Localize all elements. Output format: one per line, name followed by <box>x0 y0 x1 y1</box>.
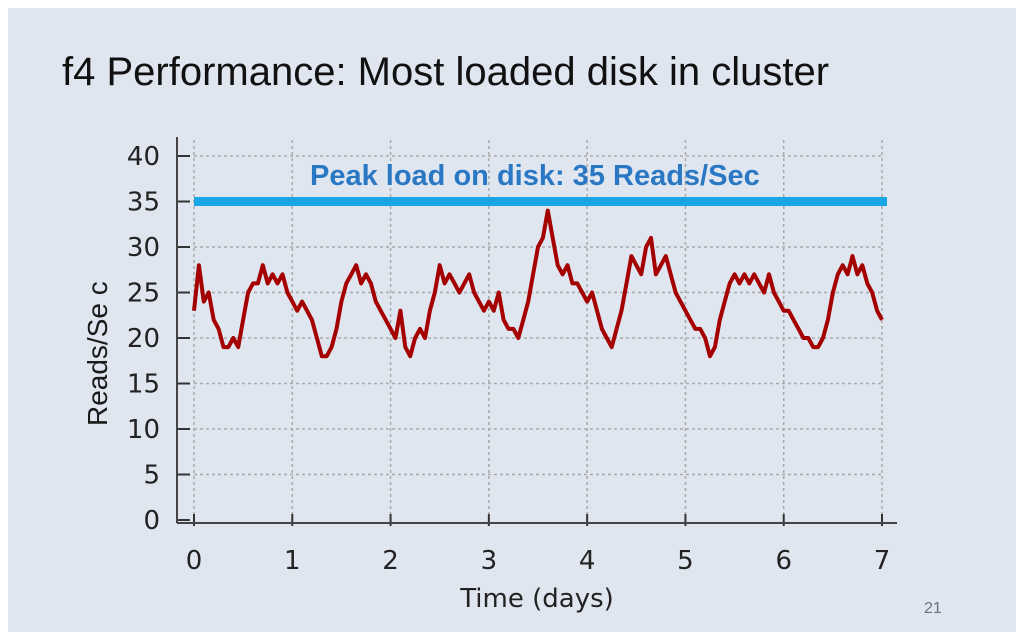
x-tick-label: 3 <box>480 546 498 576</box>
page-number: 21 <box>924 600 942 617</box>
y-axis-title: Reads/Se c <box>82 281 113 426</box>
x-axis-title: Time (days) <box>460 584 614 614</box>
x-tick-label: 1 <box>284 546 301 576</box>
y-tick-label: 25 <box>126 278 160 309</box>
x-tick-label: 2 <box>382 546 399 576</box>
y-tick-label: 35 <box>126 187 160 218</box>
x-tick-label: 0 <box>185 546 203 576</box>
x-tick-label: 5 <box>677 546 694 576</box>
y-tick-label: 0 <box>143 506 160 536</box>
peak-load-annotation: Peak load on disk: 35 Reads/Sec <box>310 160 760 192</box>
y-tick-label: 15 <box>126 369 160 400</box>
series-line <box>194 211 882 357</box>
y-tick-label: 30 <box>126 233 160 263</box>
x-tick-label: 4 <box>578 546 596 576</box>
x-tick-label: 6 <box>775 546 792 576</box>
axes <box>176 137 897 526</box>
x-tick-label: 7 <box>873 546 891 576</box>
y-tick-label: 10 <box>126 415 160 445</box>
y-tick-label: 40 <box>126 142 160 172</box>
y-tick-label: 5 <box>143 460 160 491</box>
y-tick-label: 20 <box>126 324 160 354</box>
slide-title: f4 Performance: Most loaded disk in cluster <box>62 50 830 94</box>
x-tick-labels <box>186 546 891 576</box>
y-tick-labels <box>127 142 160 536</box>
